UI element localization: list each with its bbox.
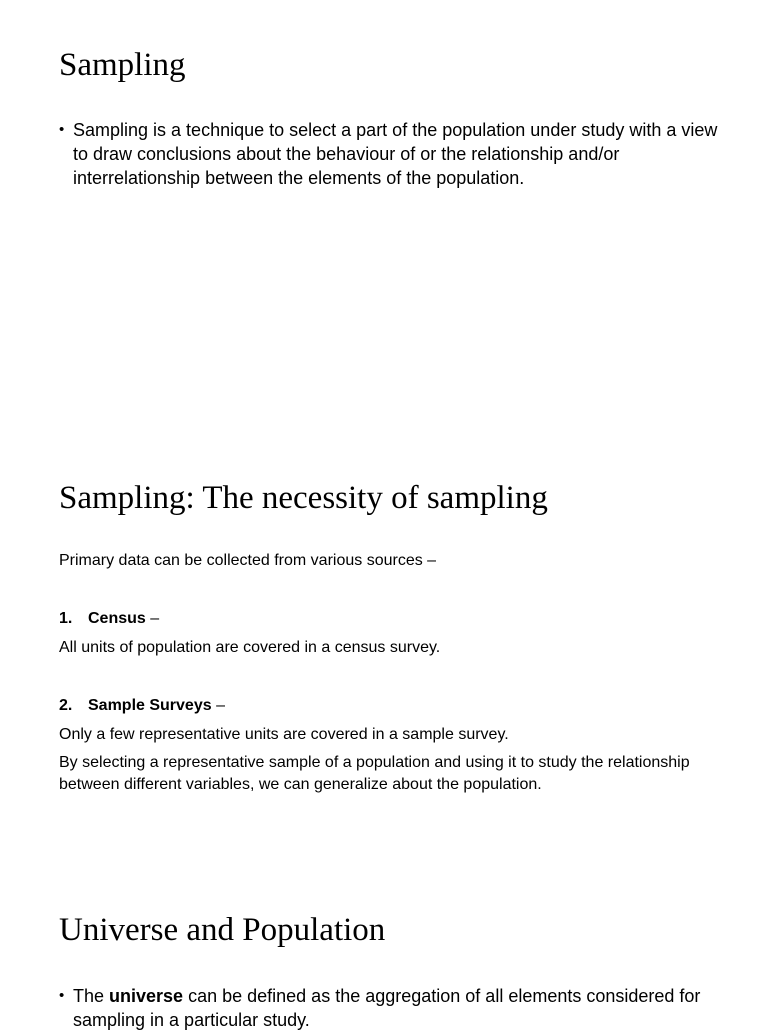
item-dash: – xyxy=(211,697,225,714)
slide-title: Universe and Population xyxy=(59,912,386,948)
item-description: All units of population are covered in a census survey. xyxy=(59,639,441,656)
bullet-item xyxy=(59,984,719,1032)
slide-title: Sampling xyxy=(59,47,186,83)
bullet-text xyxy=(59,984,719,1032)
item-heading-text: Census xyxy=(88,610,146,627)
bullet-text: Sampling is a technique to select a part of the population under study with a view to draw conclusions about the behaviour of or the relationship and/or interrelationship between the elements of the population. xyxy=(73,120,718,188)
item-number: 1. xyxy=(59,610,73,627)
bullet-rest: can be defined as the aggregation of all elements considered for sampling in a particular study. xyxy=(73,986,701,1030)
slide-title: Sampling: The necessity of sampling xyxy=(59,480,548,516)
bullet-icon: • xyxy=(59,121,65,138)
intro-text: Primary data can be collected from various sources – xyxy=(59,552,437,569)
item-dash: – xyxy=(145,610,160,627)
bullet-icon: • xyxy=(59,987,65,1004)
bullet-prefix: The xyxy=(73,986,110,1006)
keyword-universe: universe xyxy=(109,986,184,1006)
item-number: 2. xyxy=(59,697,73,714)
item-heading-text: Sample Surveys xyxy=(88,697,212,714)
item-description: Only a few representative units are covered in a sample survey. xyxy=(59,726,509,743)
item-description: By selecting a representative sample of a population and using it to study the relationship between different variables, we can generalize about the population. xyxy=(59,754,690,793)
